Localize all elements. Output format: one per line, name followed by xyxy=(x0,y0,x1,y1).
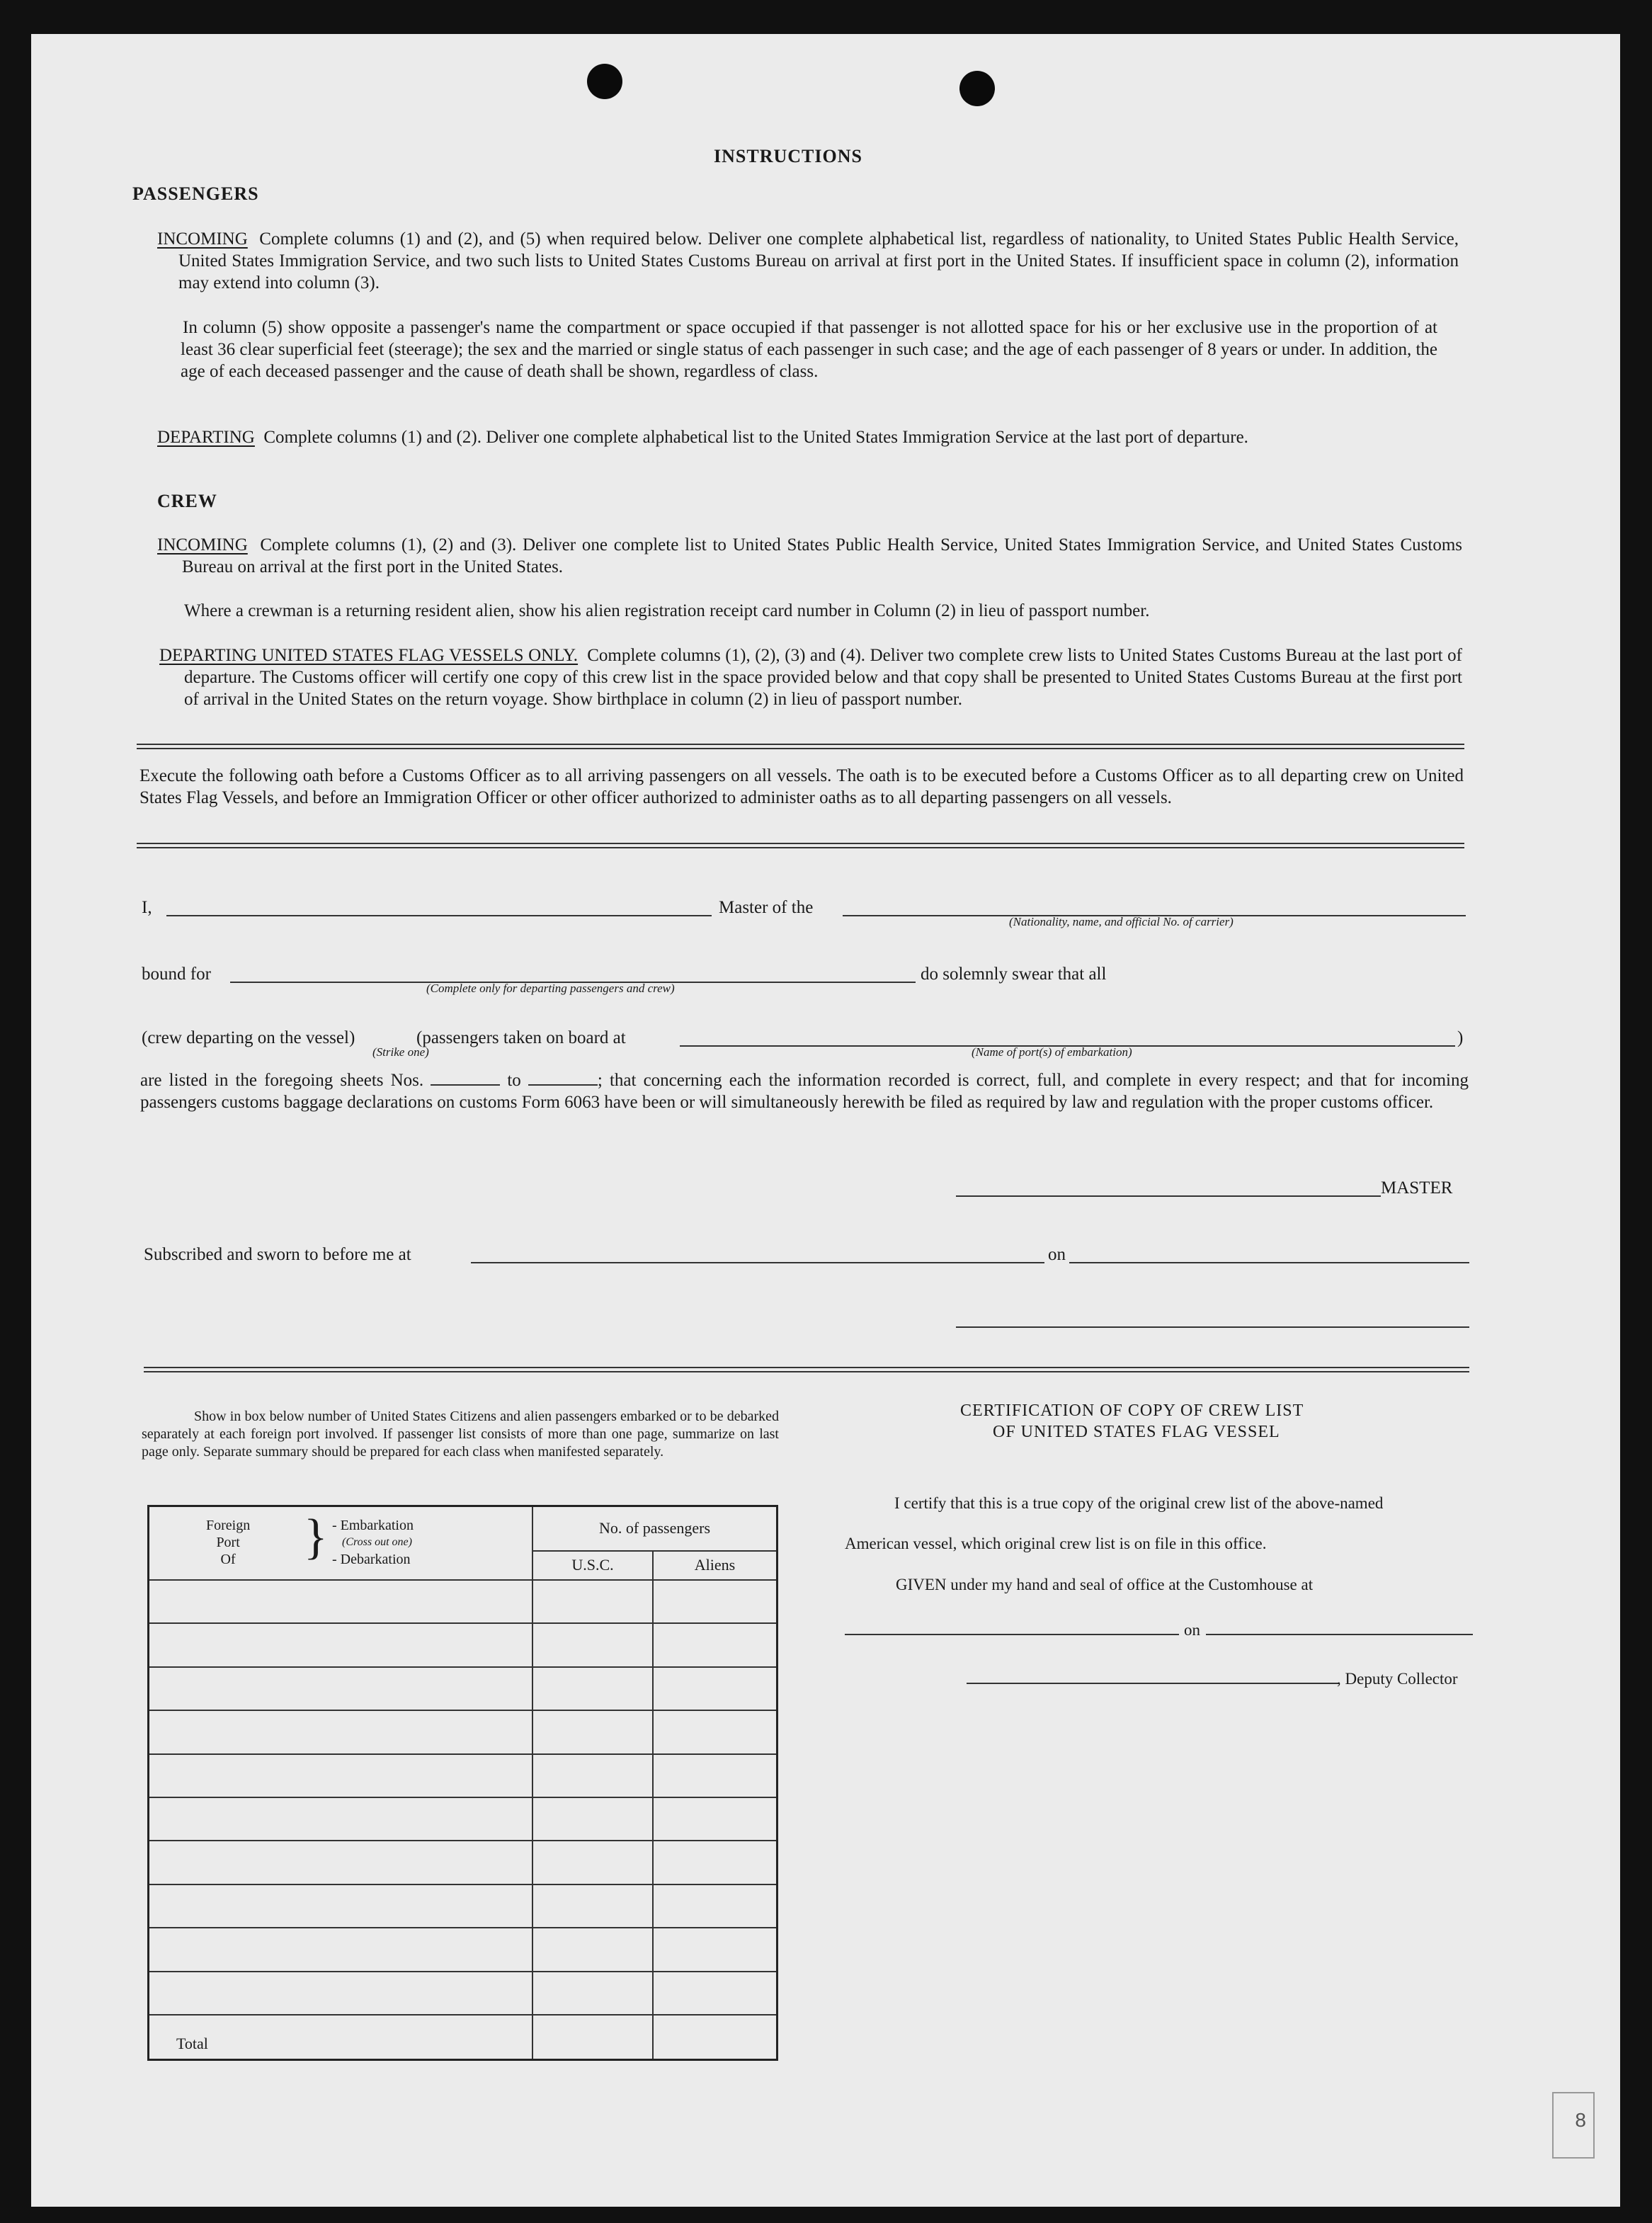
no-of-passengers-header: No. of passengers xyxy=(532,1506,777,1551)
given-line: GIVEN under my hand and seal of office at the Customhouse at xyxy=(896,1576,1314,1593)
aliens-cell[interactable] xyxy=(653,1667,777,1710)
listed-text-a: are listed in the foregoing sheets Nos. xyxy=(140,1071,424,1090)
passengers-incoming-label: INCOMING xyxy=(157,229,248,249)
usc-cell[interactable] xyxy=(532,1754,653,1797)
passengers-incoming-paragraph xyxy=(157,228,1459,294)
passengers-taken-option: (passengers taken on board at xyxy=(416,1028,626,1047)
aliens-cell[interactable] xyxy=(653,1580,777,1623)
table-row xyxy=(149,1972,777,2015)
passengers-column5-paragraph xyxy=(181,317,1437,382)
crew-resident-text: Where a crewman is a returning resident alien, show his alien registration receipt card number in Column (2) in lieu of passport number. xyxy=(184,601,1150,620)
oath-divider xyxy=(137,843,1464,848)
table-row xyxy=(149,1623,777,1666)
usc-cell[interactable] xyxy=(532,1580,653,1623)
listed-text-b: ; that concerning each the information recorded is correct, full, and complete in every respect; and that for incoming passengers customs baggage declarations on customs Form 6063 have been or will simultaneously herewith be filed as required by law and regulation with the proper customs officer. xyxy=(140,1071,1469,1112)
certification-on-label: on xyxy=(1184,1621,1200,1639)
crew-heading: CREW xyxy=(157,491,217,511)
usc-header: U.S.C. xyxy=(532,1551,653,1580)
table-row xyxy=(149,1841,777,1884)
aliens-cell[interactable] xyxy=(653,1797,777,1841)
bound-hint: (Complete only for departing passengers and crew) xyxy=(426,982,675,995)
table-row xyxy=(149,1710,777,1753)
port-cell[interactable] xyxy=(149,1972,533,2015)
bound-for-label: bound for xyxy=(142,965,211,984)
crew-departing-label: DEPARTING UNITED STATES FLAG VESSELS ONLY. xyxy=(159,646,579,665)
aliens-cell[interactable] xyxy=(653,1884,777,1928)
section-divider xyxy=(137,744,1464,749)
port-label: Port xyxy=(216,1535,240,1550)
usc-cell[interactable] xyxy=(532,1841,653,1884)
table-row xyxy=(149,1928,777,1971)
sworn-on-label: on xyxy=(1048,1245,1066,1264)
punch-hole-right xyxy=(959,71,995,106)
customhouse-line[interactable] xyxy=(845,1634,1179,1635)
subscribed-label: Subscribed and sworn to before me at xyxy=(144,1245,411,1264)
usc-cell[interactable] xyxy=(532,1710,653,1753)
crew-incoming-label: INCOMING xyxy=(157,535,248,555)
port-header-cell xyxy=(149,1506,533,1580)
certify-line2: American vessel, which original crew list is on file in this office. xyxy=(845,1535,1267,1552)
aliens-cell[interactable] xyxy=(653,1928,777,1971)
port-cell[interactable] xyxy=(149,1623,533,1666)
total-text: Total xyxy=(176,2034,208,2052)
nationality-hint: (Nationality, name, and official No. of carrier) xyxy=(1009,915,1234,928)
lower-divider xyxy=(144,1367,1469,1372)
usc-cell[interactable] xyxy=(532,1972,653,2015)
aliens-cell[interactable] xyxy=(653,1841,777,1884)
passengers-column5-text: In column (5) show opposite a passenger's name the compartment or space occupied if that passenger is not allotted space for his or her exclusive use in the proportion of at least 36 clear superficial feet (steerage); the sex and the married or single status of each passenger in such case; and the age of each passenger of 8 years or under. In addition, the age of each deceased passenger and the cause of death shall be shown, regardless of class. xyxy=(181,318,1437,381)
embarkation-label: - Embarkation xyxy=(332,1518,414,1533)
brace-icon: } xyxy=(304,1510,328,1564)
foreign-label: Foreign xyxy=(206,1518,251,1533)
certification-title-line1: CERTIFICATION OF COPY OF CREW LIST xyxy=(960,1402,1304,1420)
passengers-departing-paragraph xyxy=(157,426,1459,448)
port-cell[interactable] xyxy=(149,1797,533,1841)
usc-cell[interactable] xyxy=(532,1928,653,1971)
master-name-line[interactable] xyxy=(166,915,712,916)
total-label xyxy=(149,2015,533,2059)
of-label: Of xyxy=(220,1552,236,1567)
aliens-header: Aliens xyxy=(653,1551,777,1580)
punch-hole-left xyxy=(587,64,622,99)
summary-instruction: Show in box below number of United States Citizens and alien passengers embarked or to be debarked separately at each foreign port involved. If passenger list consists of more than one page, summarize on last page only. Separate summary should be prepared for each class when manifested separately. xyxy=(142,1409,779,1460)
listed-to: to xyxy=(507,1071,521,1090)
close-paren: ) xyxy=(1457,1028,1464,1047)
deputy-collector-label: , Deputy Collector xyxy=(1337,1670,1458,1688)
port-cell[interactable] xyxy=(149,1710,533,1753)
strike-hint: (Strike one) xyxy=(372,1045,429,1059)
port-cell[interactable] xyxy=(149,1667,533,1710)
ports-hint: (Name of port(s) of embarkation) xyxy=(972,1045,1132,1059)
sworn-date-line[interactable] xyxy=(1069,1262,1469,1263)
usc-cell[interactable] xyxy=(532,1667,653,1710)
swear-text: do solemnly swear that all xyxy=(921,965,1107,984)
crew-departing-paragraph xyxy=(159,644,1462,710)
usc-cell[interactable] xyxy=(532,1884,653,1928)
officer-signature-line[interactable] xyxy=(956,1326,1469,1328)
passengers-departing-label: DEPARTING xyxy=(157,428,255,447)
port-cell[interactable] xyxy=(149,1928,533,1971)
passengers-departing-text: Complete columns (1) and (2). Deliver one complete alphabetical list to the United States Immigration Service at the last port of departure. xyxy=(263,428,1248,447)
page-number-box xyxy=(1552,2092,1595,2159)
usc-cell[interactable] xyxy=(532,1623,653,1666)
aliens-cell[interactable] xyxy=(653,1623,777,1666)
port-cell[interactable] xyxy=(149,1884,533,1928)
cross-out-hint: (Cross out one) xyxy=(342,1536,412,1548)
aliens-cell[interactable] xyxy=(653,1972,777,2015)
certification-date-line[interactable] xyxy=(1206,1634,1473,1635)
table-row xyxy=(149,1884,777,1928)
port-cell[interactable] xyxy=(149,1580,533,1623)
table-row xyxy=(149,1580,777,1623)
crew-incoming-text: Complete columns (1), (2) and (3). Deliver one complete list to United States Public Health Service, United States Immigration Service, and United States Customs Bureau on arrival at the first port in the United States. xyxy=(182,535,1462,576)
aliens-cell[interactable] xyxy=(653,1754,777,1797)
total-aliens-cell[interactable] xyxy=(653,2015,777,2059)
sworn-place-line[interactable] xyxy=(471,1262,1044,1263)
crew-departing-text: Complete columns (1), (2), (3) and (4). Deliver two complete crew lists to United States Customs Bureau at the last port of departure. The Customs officer will certify one copy of this crew list in the space provided below and that copy shall be presented to United States Customs Bureau at the first port of arrival in the United States on the return voyage. Show birthplace in column (2) in lieu of passport number. xyxy=(184,646,1462,709)
crew-incoming-paragraph xyxy=(157,534,1462,578)
listed-paragraph xyxy=(140,1069,1469,1113)
deputy-signature-line[interactable] xyxy=(967,1683,1338,1684)
table-row xyxy=(149,1667,777,1710)
passenger-summary-table xyxy=(147,1505,778,2061)
oath-intro: Execute the following oath before a Customs Officer as to all arriving passengers on all vessels. The oath is to be executed before a Customs Officer as to all departing crew on United States Flag Vessels, and before an Immigration Officer or other officer authorized to administer oaths as to all departing passengers on all vessels. xyxy=(139,766,1464,807)
passengers-incoming-text: Complete columns (1) and (2), and (5) when required below. Deliver one complete alphabetical list, regardless of nationality, to United States Public Health Service, United States Immigration Service, and two such lists to United States Customs Bureau on arrival at first port in the United States. If insufficient space in column (2), information may extend into column (3). xyxy=(178,229,1459,292)
oath-i-label: I, xyxy=(142,898,152,917)
master-signature-line[interactable] xyxy=(956,1195,1381,1197)
crew-departing-option: (crew departing on the vessel) xyxy=(142,1028,355,1047)
port-cell[interactable] xyxy=(149,1754,533,1797)
page-title: INSTRUCTIONS xyxy=(714,146,862,166)
port-cell[interactable] xyxy=(149,1841,533,1884)
passengers-heading: PASSENGERS xyxy=(132,183,259,204)
debarkation-label: - Debarkation xyxy=(332,1552,411,1567)
usc-cell[interactable] xyxy=(532,1797,653,1841)
page-number: 8 xyxy=(1575,2109,1586,2131)
total-usc-cell[interactable] xyxy=(532,2015,653,2059)
oath-master-of: Master of the xyxy=(719,898,814,917)
sheet-from-blank[interactable] xyxy=(431,1084,500,1086)
table-row xyxy=(149,1797,777,1841)
master-label: MASTER xyxy=(1381,1178,1453,1198)
table-row xyxy=(149,1754,777,1797)
sheet-to-blank[interactable] xyxy=(528,1084,598,1086)
certification-title-line2: OF UNITED STATES FLAG VESSEL xyxy=(993,1423,1280,1441)
aliens-cell[interactable] xyxy=(653,1710,777,1753)
certify-line1: I certify that this is a true copy of the original crew list of the above-named xyxy=(894,1494,1384,1512)
